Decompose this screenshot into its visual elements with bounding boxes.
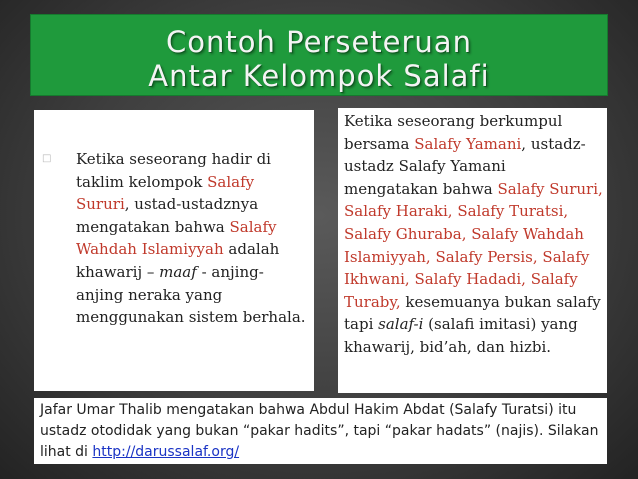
right-text-1: Ketika seseorang berkumpul bersama (344, 112, 563, 153)
left-text-4: - anjing-anjing neraka yang menggunakan sistem berhala. (76, 262, 306, 327)
left-bullet-item (42, 148, 306, 329)
slide-title-line-2: Antar Kelompok Salafi (148, 59, 490, 93)
left-highlight-1: Salafy Sururi (76, 172, 255, 214)
bottom-note-panel (34, 398, 607, 464)
bottom-text: Jafar Umar Thalib mengatakan bahwa Abdul Hakim Abdat (Salafy Turatsi) itu ustadz otodidak yang bukan “pakar hadits”, tapi “pakar hadats” (najis). Silakan lihat di (40, 402, 599, 460)
slide-title-line-1: Contoh Perseteruan (166, 25, 472, 59)
square-bullet-icon: □ (42, 153, 52, 164)
left-text-panel (34, 110, 314, 391)
left-text-3: adalah khawarij – (76, 240, 280, 281)
right-text-4: (salafi imitasi) yang khawarij, bid’ah, dan hizbi. (344, 315, 578, 356)
darussalaf-link[interactable]: http://darussalaf.org/ (92, 444, 240, 460)
right-paragraph (344, 110, 603, 359)
left-italic-1: maaf (159, 262, 197, 281)
right-text-3: kesemuanya bukan salafy tapi (344, 292, 601, 334)
right-italic-1: salaf-i (378, 315, 424, 334)
slide-title-box (30, 14, 608, 96)
left-text-2: , ustad-ustadznya mengatakan bahwa (76, 195, 259, 236)
left-highlight-2: Salafy Wahdah Islamiyyah (76, 217, 277, 259)
right-highlight-1: Salafy Yamani (414, 134, 522, 153)
right-highlight-2: Salafy Sururi, Salafy Haraki, Salafy Turatsi, Salafy Ghuraba, Salafy Wahdah Islamiyyah, Salafy Persis, Salafy Ikhwani, Salafy Hadadi, Salafy Turaby, (344, 179, 603, 311)
right-text-2: , ustadz-ustadz Salafy Yamani mengatakan bahwa (344, 134, 586, 198)
left-text-1: Ketika seseorang hadir di taklim kelompok (76, 150, 271, 191)
right-text-panel (338, 108, 607, 393)
left-paragraph (76, 148, 306, 329)
